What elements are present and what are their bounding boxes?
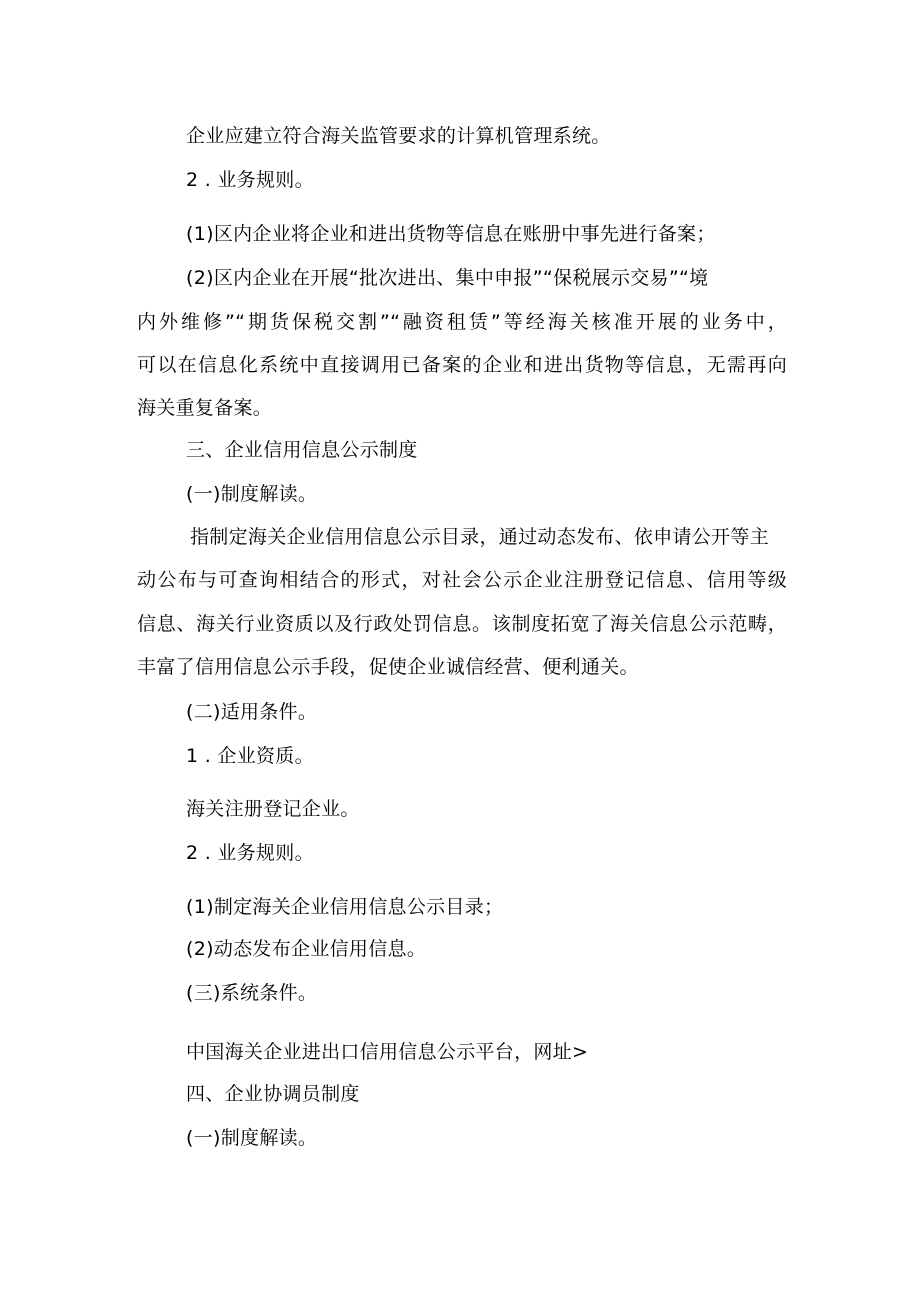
section-heading: 四、企业协调员制度 — [186, 1083, 360, 1105]
section-heading: 1 . 企业资质。 — [186, 745, 314, 767]
paragraph-line: 信息、海关行业资质以及行政处罚信息。该制度拓宽了海关信息公示范畴， — [137, 613, 787, 635]
paragraph-line: 动公布与可查询相结合的形式，对社会公示企业注册登记信息、信用等级 — [137, 569, 787, 591]
list-item: (1)区内企业将企业和进出货物等信息在账册中事先进行备案； — [186, 223, 716, 245]
section-heading: 2 . 业务规则。 — [186, 169, 314, 191]
paragraph-line: 海关注册登记企业。 — [186, 798, 360, 820]
subsection-heading: (一)制度解读。 — [186, 1127, 318, 1149]
list-item: (2)动态发布企业信用信息。 — [186, 938, 427, 960]
paragraph-line: 可以在信息化系统中直接调用已备案的企业和进出货物等信息，无需再向 — [137, 354, 787, 376]
section-heading: 2 . 业务规则。 — [186, 842, 314, 864]
list-item: (2)区内企业在开展“批次进出、集中申报”“保税展示交易”“境 — [186, 267, 709, 289]
subsection-heading: (二)适用条件。 — [186, 701, 318, 723]
paragraph-line: 内外维修”“期货保税交割”“融资租赁”等经海关核准开展的业务中， — [137, 311, 787, 333]
paragraph-line: 海关重复备案。 — [137, 397, 273, 419]
subsection-heading: (三)系统条件。 — [186, 982, 318, 1004]
subsection-heading: (一)制度解读。 — [186, 483, 318, 505]
paragraph-line: 指制定海关企业信用信息公示目录，通过动态发布、依申请公开等主 — [190, 526, 770, 548]
paragraph-line: 中国海关企业进出口信用信息公示平台，网址> — [186, 1041, 589, 1063]
section-heading: 三、企业信用信息公示制度 — [186, 439, 418, 461]
paragraph-line: 企业应建立符合海关监管要求的计算机管理系统。 — [186, 125, 611, 147]
list-item: (1)制定海关企业信用信息公示目录； — [186, 896, 504, 918]
paragraph-line: 丰富了信用信息公示手段，促使企业诚信经营、便利通关。 — [137, 656, 639, 678]
